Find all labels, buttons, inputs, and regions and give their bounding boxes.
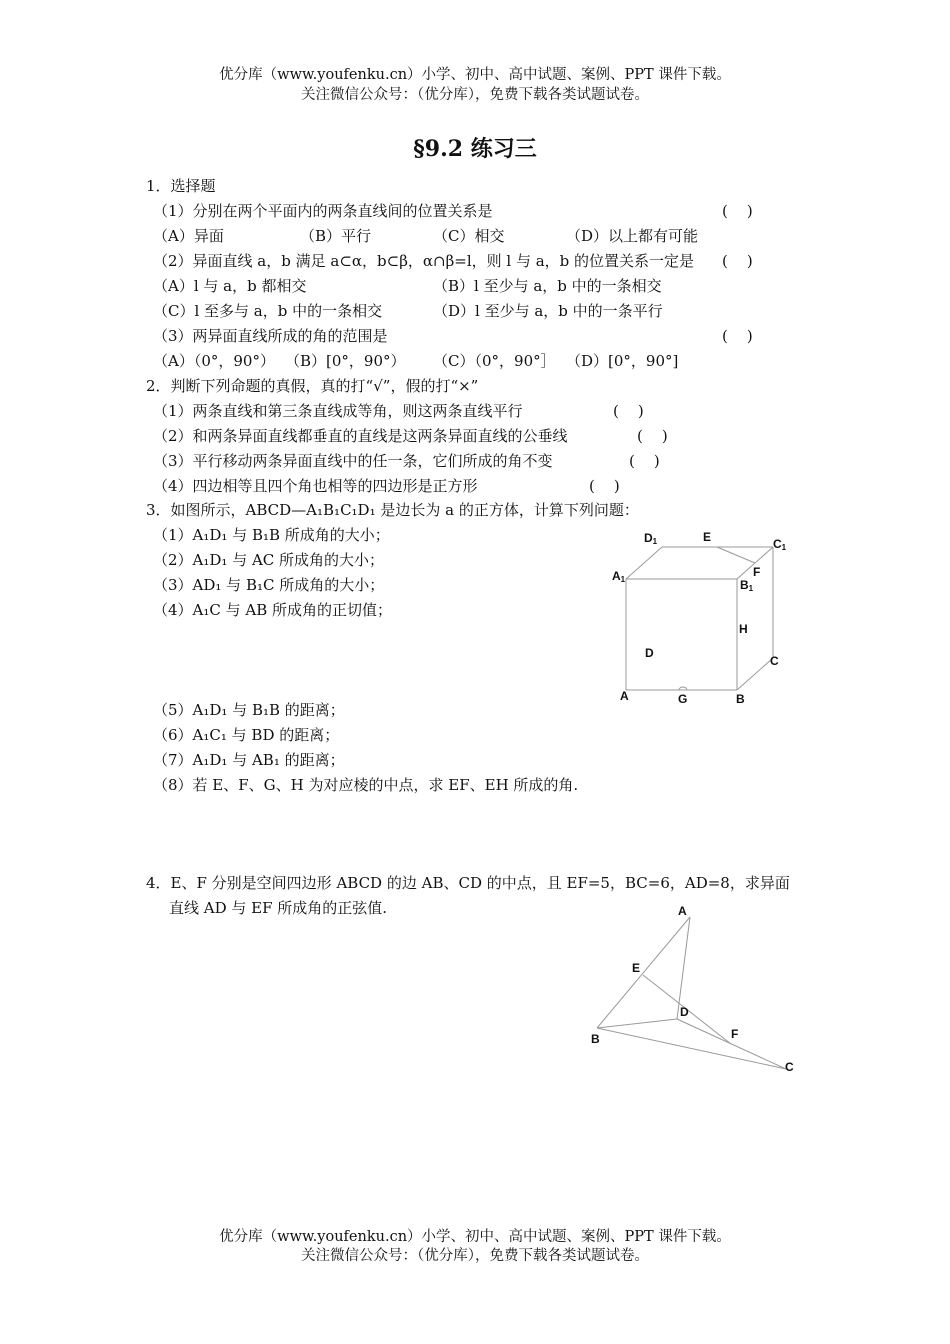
q1-3-opt-a: （A）（0°，90°）: [153, 352, 275, 370]
q4-line-1: 4．E、F 分别是空间四边形 ABCD 的边 AB、CD 的中点，且 EF=5，BC=6，AD=8，求异面: [146, 874, 790, 892]
q2-heading: 2．判断下列命题的真假，真的打“√”，假的打“×”: [146, 377, 479, 395]
q1-1-opt-c: （C）相交: [433, 227, 505, 245]
q1-2-opt-c: （C）l 至多与 a，b 中的一条相交: [153, 302, 383, 320]
q1-1-opt-b: （B）平行: [300, 227, 372, 245]
header-line-1: 优分库（www.youfenku.cn）小学、初中、高中试题、案例、PPT 课件下载。: [219, 67, 731, 83]
q3-item-2: （2）A₁D₁ 与 AC 所成角的大小；: [153, 551, 385, 569]
label-g: G: [678, 692, 688, 706]
q2-item-2: （2）和两条异面直线都垂直的直线是这两条异面直线的公垂线: [153, 427, 568, 445]
q2-item-1: （1）两条直线和第三条直线成等角，则这两条直线平行: [153, 402, 523, 420]
label-f: F: [753, 565, 761, 579]
q1-1-opt-a: （A）异面: [153, 227, 224, 245]
edge-b-d: [597, 1019, 677, 1028]
label-d1: D1: [644, 531, 658, 546]
q2-item-1-blank: ( ): [613, 402, 644, 420]
q1-3-blank: ( ): [722, 327, 753, 345]
label-a: A: [620, 689, 629, 703]
q1-3-opt-d: （D）[0°，90°]: [566, 352, 679, 370]
label-a: A: [678, 904, 687, 918]
q4-line-2: 直线 AD 与 EF 所成角的正弦值.: [169, 899, 388, 917]
page-title: §9.2 练习三: [413, 136, 537, 162]
footer-line-2: 关注微信公众号：（优分库），免费下载各类试题试卷。: [301, 1248, 649, 1264]
q1-3-opt-c: （C）（0°，90°］: [433, 352, 556, 370]
q2-item-4: （4）四边相等且四个角也相等的四边形是正方形: [153, 477, 478, 495]
q3-item-1: （1）A₁D₁ 与 B₁B 所成角的大小；: [153, 526, 390, 544]
edge-a-b: [597, 917, 690, 1028]
label-b: B: [736, 692, 745, 706]
q3-item-7: （7）A₁D₁ 与 AB₁ 的距离；: [153, 751, 345, 769]
q1-2-opt-d: （D）l 至少与 a，b 中的一条平行: [433, 302, 663, 320]
label-d: D: [680, 1005, 689, 1019]
q2-item-4-blank: ( ): [589, 477, 620, 495]
q1-3-opt-b: （B）[0°，90°）: [285, 352, 406, 370]
q3-item-6: （6）A₁C₁ 与 BD 的距离；: [153, 726, 340, 744]
q1-2-stem: （2）异面直线 a，b 满足 a⊂α，b⊂β，α∩β=l，则 l 与 a，b 的位置关系一定是: [153, 252, 695, 270]
label-a1: A1: [612, 569, 626, 584]
header-line-2: 关注微信公众号：（优分库），免费下载各类试题试卷。: [301, 87, 649, 103]
label-c: C: [770, 654, 779, 668]
q2-item-2-blank: ( ): [637, 427, 668, 445]
label-c: C: [785, 1060, 794, 1074]
q2-item-3: （3）平行移动两条异面直线中的任一条，它们所成的角不变: [153, 452, 553, 470]
label-h: H: [739, 622, 748, 636]
q1-heading: 1．选择题: [146, 177, 216, 195]
label-e: E: [632, 961, 641, 975]
q1-2-opt-b: （B）l 至少与 a，b 中的一条相交: [433, 277, 662, 295]
q1-1-blank: ( ): [722, 202, 753, 220]
q1-2-blank: ( ): [722, 252, 753, 270]
q1-1-opt-d: （D）以上都有可能: [566, 227, 699, 245]
q3-item-3: （3）AD₁ 与 B₁C 所成角的大小；: [153, 576, 385, 594]
q1-3-stem: （3）两异面直线所成的角的范围是: [153, 327, 388, 345]
label-b1: B1: [740, 578, 754, 593]
label-b: B: [591, 1032, 600, 1046]
q1-1-stem: （1）分别在两个平面内的两条直线间的位置关系是: [153, 202, 493, 220]
q3-item-8: （8）若 E、F、G、H 为对应棱的中点，求 EF、EH 所成的角.: [153, 776, 579, 794]
q3-heading: 3．如图所示，ABCD—A₁B₁C₁D₁ 是边长为 a 的正方体，计算下列问题：: [146, 501, 639, 519]
q1-2-opt-a: （A）l 与 a，b 都相交: [153, 277, 307, 295]
q2-item-3-blank: ( ): [629, 452, 660, 470]
footer-line-1: 优分库（www.youfenku.cn）小学、初中、高中试题、案例、PPT 课件下载。: [219, 1229, 731, 1245]
q3-item-4: （4）A₁C 与 AB 所成角的正切值；: [153, 601, 393, 619]
edge-b-c: [597, 1028, 786, 1069]
label-d: D: [645, 646, 654, 660]
label-c1: C1: [773, 537, 787, 552]
label-e: E: [703, 530, 712, 544]
q3-item-5: （5）A₁D₁ 与 B₁B 的距离；: [153, 701, 345, 719]
label-f: F: [731, 1027, 739, 1041]
